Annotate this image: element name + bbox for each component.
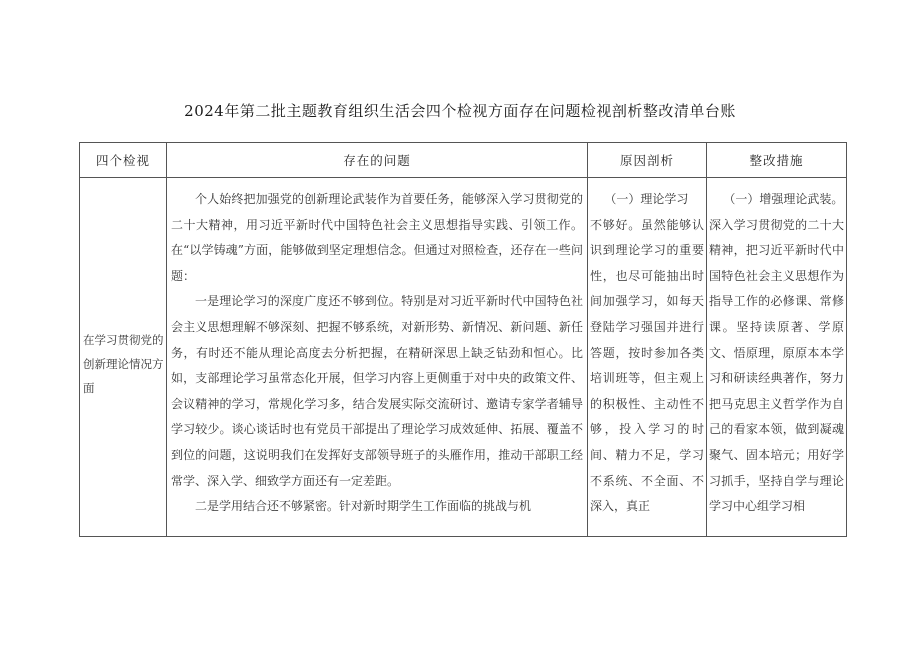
header-rectification-measures: 整改措施	[707, 143, 847, 178]
page-title: 2024年第二批主题教育组织生活会四个检视方面存在问题检视剖析整改清单台账	[184, 102, 736, 120]
problems-intro: 个人始终把加强党的创新理论武装作为首要任务，能够深入学习贯彻党的二十大精神，用习近平新时代中国特色社会主义思想指导实践、引领工作。在“以学铸魂”方面，能够做到坚定理想信念。但通过对照检查，还存在一些问题：	[171, 192, 583, 283]
header-four-inspections: 四个检视	[80, 143, 167, 178]
problem-point-1: 一是理论学习的深度广度还不够到位。特别是对习近平新时代中国特色社会主义思想理解不够深刻、把握不够系统，对新形势、新情况、新问题、新任务，有时还不能从理论高度去分析把握，在精研深思上缺乏钻劲和恒心。比如，支部理论学习虽常态化开展，但学习内容上更侧重于对中央的政策文件、会议精神的学习，常规化学习多，结合发展实际交流研讨、邀请专家学者辅导学习较少。谈心谈话时也有党员干部提出了理论学习成效延伸、拓展、覆盖不到位的问题，这说明我们在发挥好支部领导班子的头雁作用，推动干部职工经常学、深入学、细致学方面还有一定差距。	[171, 294, 583, 488]
measure-body: 深入学习贯彻党的二十大精神，把习近平新时代中国特色社会主义思想作为指导工作的必修课、常修课。坚持读原著、学原文、悟原理，原原本本学习和研读经典著作，努力把马克思主义哲学作为自己的看家本领，做到凝魂聚气、固本培元；用好学习抓手，坚持自学与理论学习中心组学习相	[709, 217, 844, 514]
table-header-row	[80, 143, 847, 178]
problem-point-2: 二是学用结合还不够紧密。针对新时期学生工作面临的挑战与机	[195, 499, 532, 514]
problems-cell	[167, 178, 588, 537]
category-cell	[80, 178, 167, 537]
cause-heading: （一）理论学习	[604, 192, 689, 206]
measures-cell	[707, 178, 847, 537]
measure-heading: （一）增强理论武装。	[723, 192, 844, 206]
header-existing-problems: 存在的问题	[167, 143, 588, 178]
table-row	[80, 178, 847, 537]
cause-body: 不够好。虽然能够认识到理论学习的重要性，也尽可能抽出时间加强学习，如每天登陆学习强国并进行答题，按时参加各类培训班等，但主观上的积极性、主动性不够，投入学习的时间、精力不足，学习不系统、不全面、不深入，真正	[590, 217, 704, 514]
rectification-ledger-table	[79, 142, 847, 537]
category-text: 在学习贯彻党的创新理论情况方面	[83, 333, 164, 395]
header-cause-analysis: 原因剖析	[588, 143, 707, 178]
causes-cell	[588, 178, 707, 537]
